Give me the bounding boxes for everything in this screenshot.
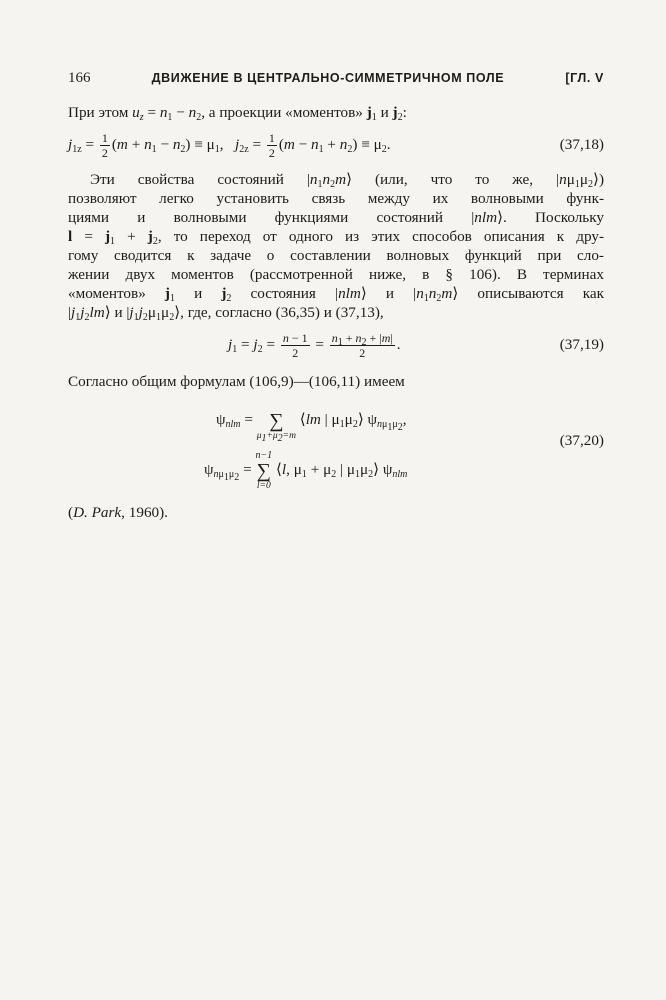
paragraph-2: Согласно общим формулам (106,9)—(106,11) имеем bbox=[68, 373, 405, 390]
paragraph-1 bbox=[68, 170, 604, 322]
citation: (D. Park, 1960). bbox=[68, 504, 168, 521]
equation-37-18: $j_{1z}$ = $\frac{1}{2}$ $(m + n_1 - n_2) \equiv \mu_1$, $j_{2z}$ = $\frac{1}{2}$ $(m - n_1 + n_2) \equiv \mu_2$. (37,18) bbox=[68, 131, 604, 161]
paragraph-1-line-5: гому сводится к задаче о составлении волновых функций при сло- bbox=[68, 247, 604, 264]
equation-37-20-line-2: $\psi_{n\mu_1\mu_2}$ = n−1 ∑ l=0 ⟨l, $\mu_1 + \mu_2$ | $\mu_1\mu_2⟩$ $\psi_{nlm}$ bbox=[204, 449, 408, 491]
equation-number: (37,18) bbox=[559, 136, 604, 153]
paragraph-1-line-1: Эти свойства состояний $|n_1n_2m⟩$ (или, что то же, $|n\mu_1\mu_2⟩$) bbox=[90, 171, 604, 190]
equation-37-20 bbox=[68, 393, 604, 497]
running-title: ДВИЖЕНИЕ В ЦЕНТРАЛЬНО-СИММЕТРИЧНОМ ПОЛЕ bbox=[151, 71, 505, 85]
paragraph-1-line-8: $|j_1j_2lm⟩$ и $|j_1j_2\mu_1\mu_2⟩$, где, согласно (36,35) и (37,13), bbox=[68, 304, 384, 323]
equation-37-20-line-1: $\psi_{nlm}$ = ∑ $\mu_1+\mu_2=m$ ⟨lm | $\mu_1\mu_2⟩$ $\psi_{n\mu_1\mu_2}$, bbox=[216, 409, 407, 444]
equation-number: (37,20) bbox=[559, 432, 604, 449]
paragraph-1-line-4: $l = j_1 + j_2$, то переход от одного из этих способов описания к дру- bbox=[68, 228, 604, 247]
chapter-label: [ГЛ. V bbox=[565, 71, 604, 85]
paragraph-1-line-3: циями и волновыми функциями состояний |nlm⟩. Поскольку bbox=[68, 209, 604, 226]
page bbox=[68, 70, 604, 522]
running-header bbox=[68, 70, 604, 92]
equation-number: (37,19) bbox=[559, 336, 604, 353]
citation-author: D. Park bbox=[73, 504, 122, 521]
paragraph-1-line-7: «моментов» $j_1$ и $j_2$ состояния |nlm⟩ и $|n_1n_2m⟩$ описываются как bbox=[68, 285, 604, 304]
intro-line: При этом $u_z = n_1 - n_2$, а проекции «моментов» $j_1$ и $j_2$: bbox=[68, 104, 407, 123]
paragraph-1-line-6: жении двух моментов (рассмотренной ниже, в § 106). В терминах bbox=[68, 266, 604, 283]
equation-37-19: $j_1 = j_2$ = $\frac{n - 1}{2}$ = $\frac{n_1 + n_2 + |m|}{2}$ . (37,19) bbox=[68, 328, 604, 362]
page-number: 166 bbox=[68, 70, 91, 86]
paragraph-1-line-2: позволяют легко установить связь между их волновыми функ- bbox=[68, 190, 604, 207]
citation-year: , 1960). bbox=[121, 504, 168, 521]
